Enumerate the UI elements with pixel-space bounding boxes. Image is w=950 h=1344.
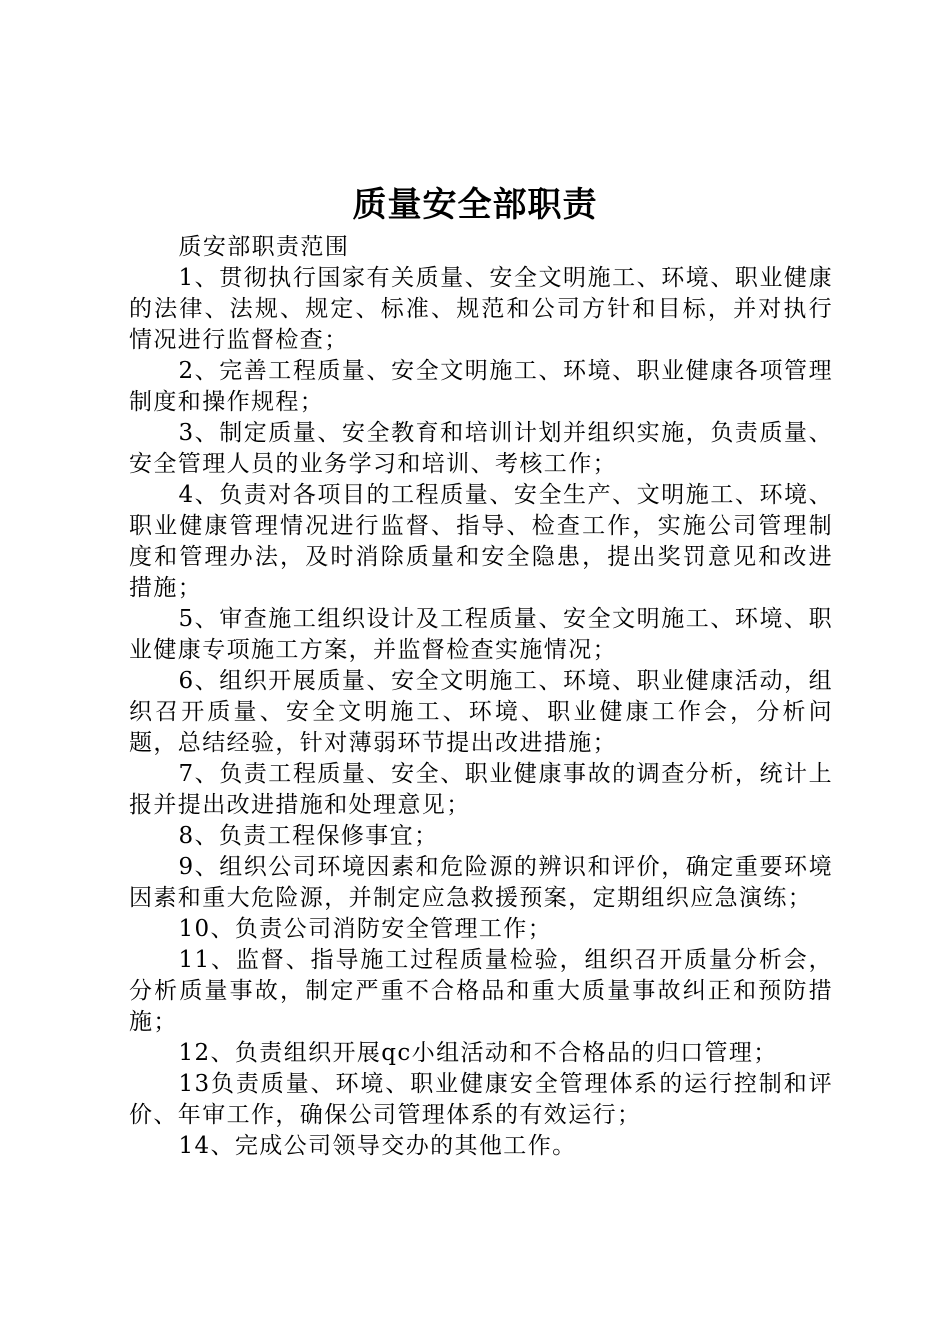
duty-item-6: 6、组织开展质量、安全文明施工、环境、职业健康活动，组织召开质量、安全文明施工、环境、职业健康工作会，分析问题，总结经验，针对薄弱环节提出改进措施；	[129, 668, 833, 756]
duty-item-7: 7、负责工程质量、安全、职业健康事故的调查分析，统计上报并提出改进措施和处理意见；	[129, 761, 833, 818]
document-title: 质量安全部职责	[352, 185, 598, 225]
duty-item-9: 9、组织公司环境因素和危险源的辨识和评价，确定重要环境因素和重大危险源，并制定应急救援预案，定期组织应急演练；	[129, 854, 833, 911]
duty-item-12: 12、负责组织开展qc小组活动和不合格品的归口管理；	[178, 1040, 778, 1066]
duty-item-4: 4、负责对各项目的工程质量、安全生产、文明施工、环境、职业健康管理情况进行监督、指导、检查工作，实施公司管理制度和管理办法，及时消除质量和安全隐患，提出奖罚意见和改进措施；	[129, 482, 833, 601]
duty-item-13: 13负责质量、环境、职业健康安全管理体系的运行控制和评价、年审工作，确保公司管理体系的有效运行；	[129, 1071, 833, 1128]
duty-item-10: 10、负责公司消防安全管理工作；	[178, 916, 553, 942]
duty-item-1: 1、贯彻执行国家有关质量、安全文明施工、环境、职业健康的法律、法规、规定、标准、规范和公司方针和目标，并对执行情况进行监督检查；	[129, 265, 833, 353]
duty-item-3: 3、制定质量、安全教育和培训计划并组织实施，负责质量、安全管理人员的业务学习和培训、考核工作；	[129, 420, 833, 477]
duty-item-14: 14、完成公司领导交办的其他工作。	[178, 1133, 577, 1159]
duty-item-2: 2、完善工程质量、安全文明施工、环境、职业健康各项管理制度和操作规程；	[129, 358, 833, 415]
duty-item-11: 11、监督、指导施工过程质量检验，组织召开质量分析会，分析质量事故，制定严重不合格品和重大质量事故纠正和预防措施；	[129, 947, 833, 1035]
duty-item-8: 8、负责工程保修事宜；	[178, 823, 439, 849]
section-heading: 质安部职责范围	[178, 234, 350, 260]
duty-item-5: 5、审查施工组织设计及工程质量、安全文明施工、环境、职业健康专项施工方案，并监督检查实施情况；	[129, 606, 833, 663]
document-body	[129, 232, 833, 1162]
